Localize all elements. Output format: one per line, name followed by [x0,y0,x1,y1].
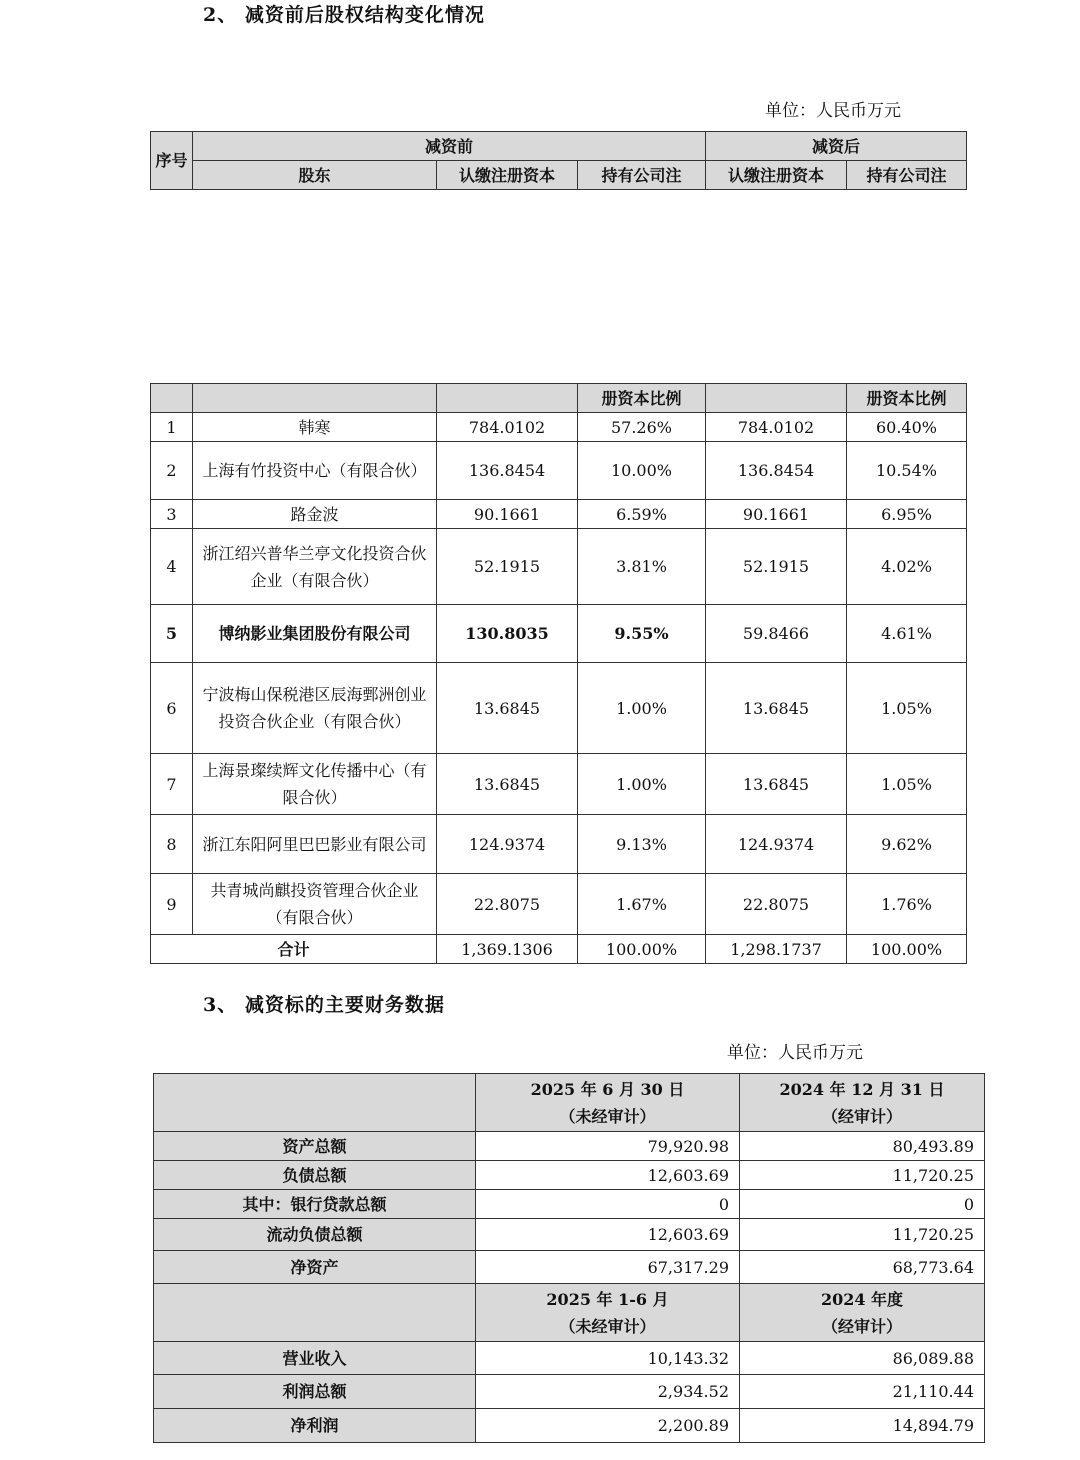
shareholder-header: 股东 [193,161,437,190]
table-row: 负债总额 12,603.69 11,720.25 [154,1161,985,1190]
table-row: 8 浙江东阳阿里巴巴影业有限公司 124.9374 9.13% 124.9374 9.62% [151,815,967,874]
section3-title: 3、 减资标的主要财务数据 [203,994,445,1016]
table-row: 4 浙江绍兴普华兰亭文化投资合伙企业（有限合伙） 52.1915 3.81% 52.1915 4.02% [151,529,967,605]
ratio-before-header: 持有公司注 [578,161,706,190]
table-row: 9 共青城尚麒投资管理合伙企业（有限合伙） 22.8075 1.67% 22.8075 1.76% [151,874,967,935]
ratio-after-header-cont: 册资本比例 [847,384,967,413]
sub-cap-before-header: 认缴注册资本 [437,161,578,190]
table-row: 流动负债总额 12,603.69 11,720.25 [154,1219,985,1251]
table-row: 资产总额 79,920.98 80,493.89 [154,1132,985,1161]
financial-table [153,1073,985,1443]
seq-header: 序号 [151,132,193,190]
table-row: 3 路金波 90.1661 6.59% 90.1661 6.95% [151,500,967,529]
ratio-before-header-cont: 册资本比例 [578,384,706,413]
table-row: 净利润 2,200.89 14,894.79 [154,1409,985,1443]
table-row: 利润总额 2,934.52 21,110.44 [154,1375,985,1409]
section3-unit: 单位：人民币万元 [727,1043,863,1063]
before-header: 减资前 [193,132,706,161]
total-row: 合计 1,369.1306 100.00% 1,298.1737 100.00% [151,935,967,964]
table-row: 营业收入 10,143.32 86,089.88 [154,1342,985,1375]
table-row: 其中：银行贷款总额 0 0 [154,1190,985,1219]
ratio-after-header: 持有公司注 [847,161,967,190]
period2-col2-header: 2024 年度 （经审计） [740,1284,985,1342]
period2-col1-header: 2025 年 1-6 月 （未经审计） [476,1284,740,1342]
section2-title: 2、 减资前后股权结构变化情况 [203,4,485,26]
table-row: 6 宁波梅山保税港区辰海鄄洲创业投资合伙企业（有限合伙） 13.6845 1.00% 13.6845 1.05% [151,663,967,754]
section2-unit: 单位：人民币万元 [765,101,901,121]
table-row-highlight: 5 博纳影业集团股份有限公司 130.8035 9.55% 59.8466 4.61% [151,605,967,663]
table-row: 净资产 67,317.29 68,773.64 [154,1251,985,1284]
after-header: 减资后 [706,132,967,161]
equity-table [150,383,967,964]
sub-cap-after-header: 认缴注册资本 [706,161,847,190]
table-row: 7 上海景璨续辉文化传播中心（有限合伙） 13.6845 1.00% 13.6845 1.05% [151,754,967,815]
period1-col1-header: 2025 年 6 月 30 日 （未经审计） [476,1074,740,1132]
equity-table-header [150,131,967,190]
period1-col2-header: 2024 年 12 月 31 日 （经审计） [740,1074,985,1132]
table-row: 2 上海有竹投资中心（有限合伙） 136.8454 10.00% 136.8454 10.54% [151,442,967,500]
table-row: 1 韩寒 784.0102 57.26% 784.0102 60.40% [151,413,967,442]
